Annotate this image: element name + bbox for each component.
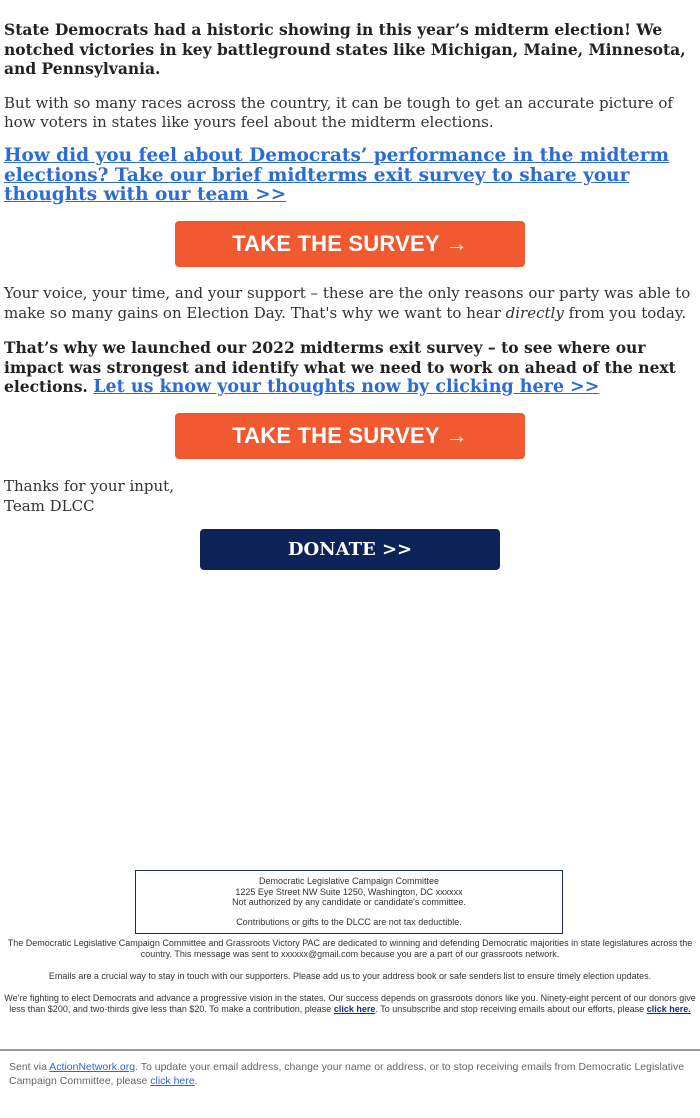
footer-fighting-text: We're fighting to elect Democrats and advance a progressive vision in the states. Our success depends on grassroots donors like you. Ninety-eight percent of our donors give less than $200, and two-thirds give less than $20. To make a contribution, please	[4, 993, 696, 1014]
address-tax-note: Contributions or gifts to the DLCC are not tax deductible.	[236, 916, 462, 927]
footer-divider	[0, 1049, 700, 1051]
take-survey-button[interactable]: TAKE THE SURVEY →	[175, 221, 525, 267]
footer-fighting	[4, 993, 696, 1014]
voice-paragraph	[4, 284, 696, 323]
unsubscribe-link[interactable]: click here.	[646, 1003, 691, 1014]
survey-inline-link[interactable]: Let us know your thoughts now by clicking here >>	[93, 377, 600, 397]
footer-mission: The Democratic Legislative Campaign Committee and Grassroots Victory PAC are dedicated to winning and defending Democratic majorities in state legislatures across the country. This message was sent to xxxxxx@gmail.com because you are a part of our grassroots network.	[7, 938, 693, 959]
signoff-line1: Thanks for your input,	[4, 477, 174, 495]
signoff	[4, 477, 404, 516]
donate-button[interactable]: DONATE >>	[200, 529, 500, 570]
address-street: 1225 Eye Street NW Suite 1250, Washington, DC xxxxxx	[235, 886, 463, 897]
sent-via-suffix: .	[194, 1074, 198, 1087]
sent-via-middle: . To update your email address, change your name or address, or to stop receiving emails from Democratic Legislative Campaign Committee, please	[9, 1061, 685, 1087]
survey-paragraph	[4, 338, 696, 398]
signoff-line2: Team DLCC	[4, 496, 95, 515]
contribute-link[interactable]: click here	[333, 1003, 376, 1014]
action-network-link[interactable]: ActionNetwork.org	[49, 1061, 136, 1073]
voice-emphasis: directly	[505, 303, 564, 322]
survey-headline-link[interactable]: How did you feel about Democrats’ performance in the midterm elections? Take our brief midterms exit survey to share your thoughts with our team >>	[4, 145, 670, 205]
address-disclaimer: Not authorized by any candidate or candidate's committee.	[232, 897, 466, 907]
voice-text-before: Your voice, your time, and your support – these are the only reasons our party was able to make so many gains on Election Day. That's why we want to hear	[4, 284, 691, 322]
footer-emails-note: Emails are a crucial way to stay in touch with our supporters. Please add us to your address book or safe senders list to ensure timely election updates.	[48, 971, 652, 981]
intro-paragraph: But with so many races across the country, it can be tough to get an accurate picture of how voters in states like yours feel about the midterm elections.	[4, 94, 673, 131]
voice-text-after: from you today.	[563, 303, 687, 322]
survey-paragraph-text: That’s why we launched our 2022 midterms exit survey – to see where our impact was strongest and identify what we need to work on ahead of the next elections.	[4, 338, 676, 396]
sent-via-note	[9, 1061, 689, 1088]
address-org-name: Democratic Legislative Campaign Committee	[258, 876, 440, 886]
sent-via-prefix: Sent via	[9, 1061, 50, 1073]
update-preferences-link[interactable]: click here	[150, 1074, 195, 1087]
address-box	[135, 870, 563, 934]
footer-fighting-middle: . To unsubscribe and stop receiving emails about our efforts, please	[375, 1003, 647, 1014]
take-survey-button-secondary[interactable]: TAKE THE SURVEY →	[175, 413, 525, 459]
intro-bold-paragraph: State Democrats had a historic showing in this year’s midterm election! We notched victories in key battleground states like Michigan, Maine, Minnesota, and Pennsylvania.	[4, 20, 686, 78]
